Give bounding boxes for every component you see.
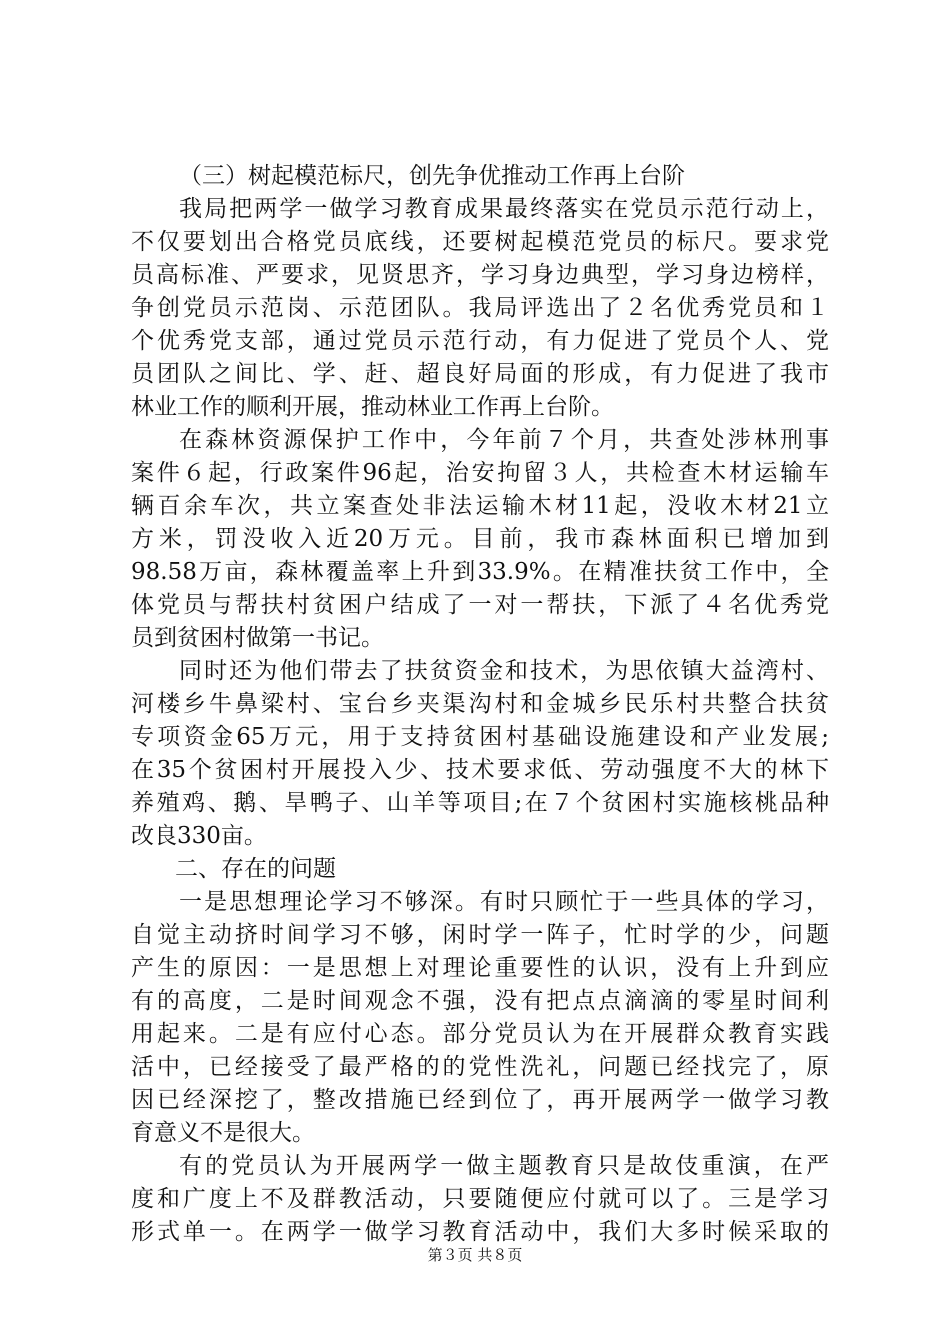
paragraph-line: 自觉主动挤时间学习不够，闲时学一阵子，忙时学的少，问题 (131, 922, 829, 948)
paragraph-line: 不仅要划出合格党员底线，还要树起模范党员的标尺。要求党 (131, 229, 829, 255)
paragraph-line: 有的党员认为开展两学一做主题教育只是故伎重演，在严 (179, 1153, 829, 1179)
paragraph-line: 在35个贫困村开展投入少、技术要求低、劳动强度不大的林下 (131, 757, 829, 783)
paragraph-line: 辆百余车次，共立案查处非法运输木材11起，没收木材21立 (131, 493, 829, 519)
paragraph-line: 用起来。二是有应付心态。部分党员认为在开展群众教育实践 (131, 1021, 829, 1047)
paragraph-line: 形式单一。在两学一做学习教育活动中，我们大多时候采取的 (131, 1219, 829, 1245)
paragraph-line: 河楼乡牛鼻梁村、宝台乡夹渠沟村和金城乡民乐村共整合扶贫 (131, 691, 829, 717)
paragraph-line: 同时还为他们带去了扶贫资金和技术，为思依镇大益湾村、 (179, 658, 829, 684)
paragraph-line: 员团队之间比、学、赶、超良好局面的形成，有力促进了我市 (131, 361, 829, 387)
paragraph-line: 98.58万亩，森林覆盖率上升到33.9%。在精准扶贫工作中，全 (131, 559, 829, 585)
paragraph-line: 养殖鸡、鹅、旱鸭子、山羊等项目;在７个贫困村实施核桃品种 (131, 790, 829, 816)
page-number-footer: 第３页 共８页 (427, 1246, 523, 1264)
paragraph-line: 育意义不是很大。 (131, 1120, 315, 1146)
paragraph-line: 我局把两学一做学习教育成果最终落实在党员示范行动上， (179, 196, 829, 222)
paragraph-line: 体党员与帮扶村贫困户结成了一对一帮扶，下派了４名优秀党 (131, 592, 829, 618)
paragraph-line: 案件６起，行政案件96起，治安拘留３人，共检查木材运输车 (131, 460, 829, 486)
document-body (131, 160, 829, 1249)
paragraph-line: 因已经深挖了，整改措施已经到位了，再开展两学一做学习教 (131, 1087, 829, 1113)
paragraph-line: 方米，罚没收入近20万元。目前，我市森林面积已增加到 (131, 526, 829, 552)
paragraph-line: 个优秀党支部，通过党员示范行动，有力促进了党员个人、党 (131, 328, 829, 354)
paragraph-line: 度和广度上不及群教活动，只要随便应付就可以了。三是学习 (131, 1186, 829, 1212)
paragraph-line: 活中，已经接受了最严格的的党性洗礼，问题已经找完了，原 (131, 1054, 829, 1080)
paragraph-line: 专项资金65万元，用于支持贫困村基础设施建设和产业发展; (131, 724, 829, 750)
paragraph-line: 争创党员示范岗、示范团队。我局评选出了２名优秀党员和１ (131, 295, 829, 321)
paragraph-line: 改良330亩。 (131, 823, 267, 849)
paragraph-line: 员到贫困村做第一书记。 (131, 625, 384, 651)
paragraph-line: 林业工作的顺利开展，推动林业工作再上台阶。 (131, 394, 614, 420)
paragraph-line: 员高标准、严要求，见贤思齐，学习身边典型，学习身边榜样， (131, 262, 829, 288)
section-heading-3: （三）树起模范标尺，创先争优推动工作再上台阶 (179, 163, 685, 189)
paragraph-line: 产生的原因：一是思想上对理论重要性的认识，没有上升到应 (131, 955, 829, 981)
paragraph-line: 有的高度，二是时间观念不强，没有把点点滴滴的零星时间利 (131, 988, 829, 1014)
paragraph-line: 一是思想理论学习不够深。有时只顾忙于一些具体的学习， (179, 889, 829, 915)
section-heading-2: 二、存在的问题 (175, 856, 336, 882)
paragraph-line: 在森林资源保护工作中，今年前７个月，共查处涉林刑事 (179, 427, 829, 453)
